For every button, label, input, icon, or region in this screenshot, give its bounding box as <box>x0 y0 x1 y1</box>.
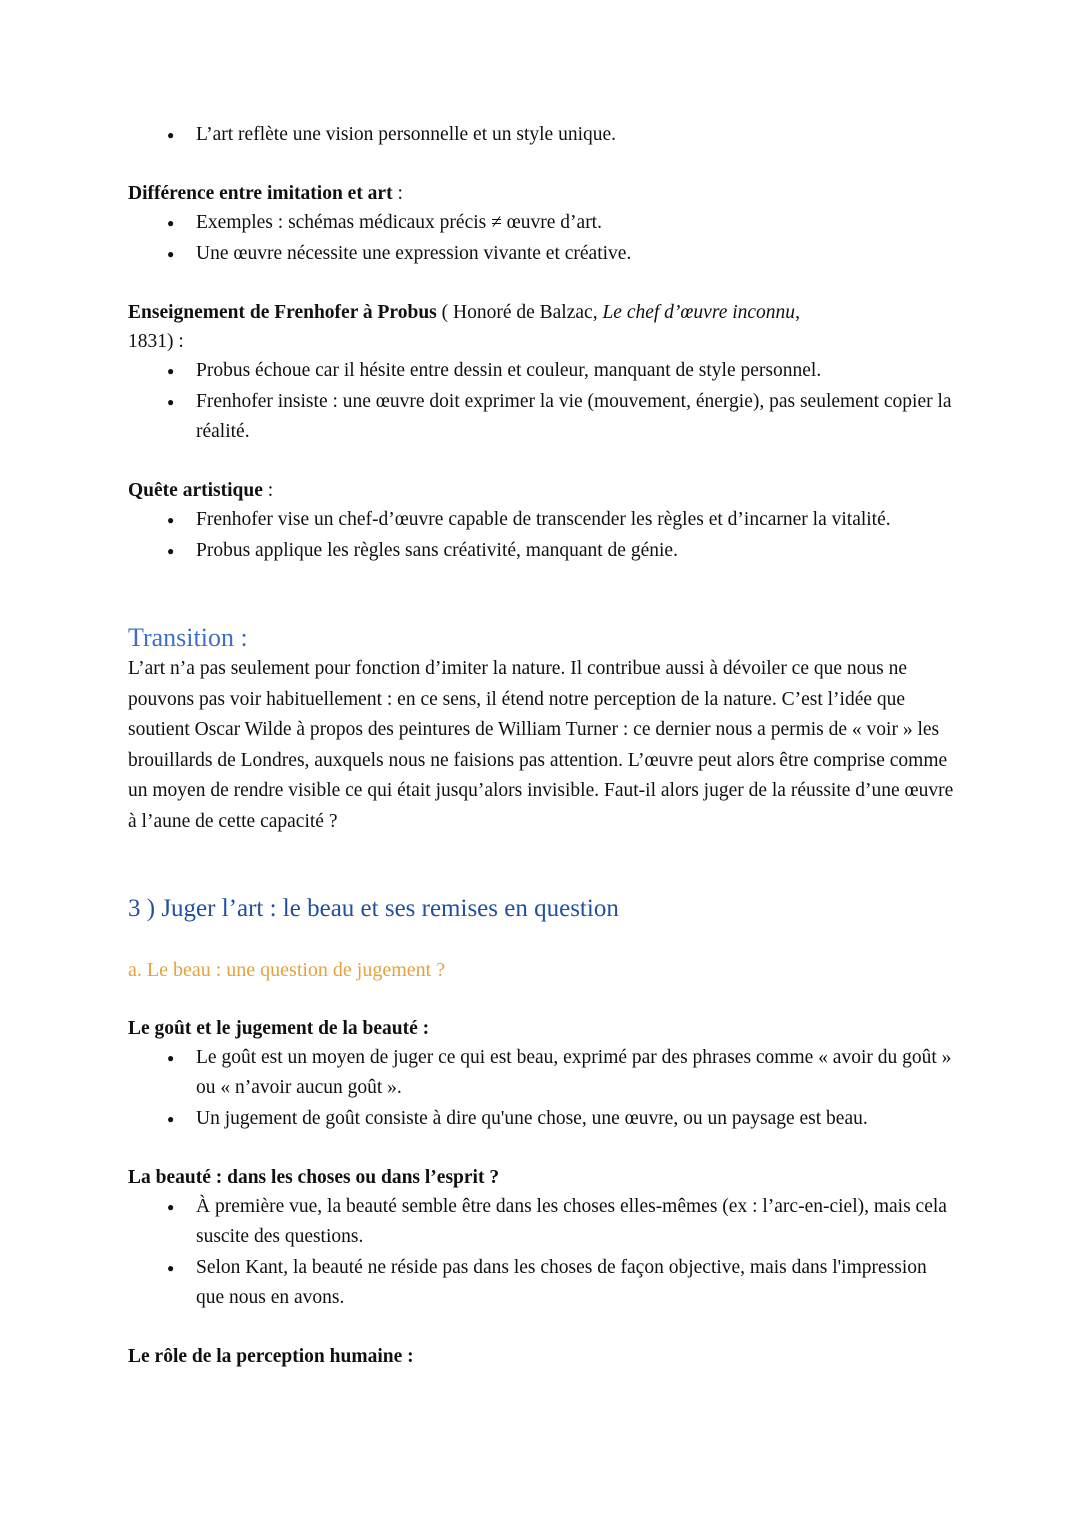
list-item: ● Exemples : schémas médicaux précis ≠ œuvre d’art. <box>128 208 956 238</box>
heading-perception: Le rôle de la perception humaine : <box>128 1346 414 1367</box>
heading-gout: Le goût et le jugement de la beauté : <box>128 1018 430 1039</box>
list-item: ● Frenhofer insiste : une œuvre doit exprimer la vie (mouvement, énergie), pas seulement copier la réalité. <box>128 387 956 447</box>
heading-enseignement-bold: Enseignement de Frenhofer à Probus <box>128 302 437 323</box>
beaute-bullet-list <box>128 1192 956 1313</box>
list-item: ● À première vue, la beauté semble être dans les choses elles-mêmes (ex : l’arc-en-ciel), mais cela suscite des questions. <box>128 1192 956 1252</box>
list-item: ● Un jugement de goût consiste à dire qu'une chose, une œuvre, ou un paysage est beau. <box>128 1104 956 1134</box>
difference-bullet-list <box>128 208 956 269</box>
heading-quete-colon: : <box>262 480 274 501</box>
transition-heading: Transition : <box>128 623 248 652</box>
list-item: ● Une œuvre nécessite une expression vivante et créative. <box>128 239 956 269</box>
heading-quete-bold: Quête artistique <box>128 480 263 501</box>
heading-difference-bold: Différence entre imitation et art <box>128 183 393 204</box>
list-item: ● L’art reflète une vision personnelle et un style unique. <box>128 120 956 150</box>
heading-quete <box>128 476 956 505</box>
transition-paragraph: L’art n’a pas seulement pour fonction d’imiter la nature. Il contribue aussi à dévoiler ce que nous ne pouvons pas voir habituellement : en ce sens, il étend notre perception de la nature. C’est l’idée que soutient Oscar Wilde à propos des peintures de William Turner : ce dernier nous a permis de « voir » les brouillards de Londres, auxquels nous ne faisions pas attention. L’œuvre peut alors être comprise comme un moyen de rendre visible ce qui était jusqu’alors invisible. Faut-il alors juger de la réussite d’une œuvre à l’aune de cette capacité ? <box>128 658 954 832</box>
heading-enseignement-year: 1831) : <box>128 331 184 352</box>
heading-enseignement-work-title: Le chef d’œuvre inconnu <box>602 302 796 323</box>
list-item: ● Probus échoue car il hésite entre dessin et couleur, manquant de style personnel. <box>128 356 956 386</box>
subsection-heading-a: a. Le beau : une question de jugement ? <box>128 959 446 981</box>
lead-bullet-list <box>128 120 956 150</box>
section-heading-3: 3 ) Juger l’art : le beau et ses remises en question <box>128 895 619 922</box>
list-item: ● Frenhofer vise un chef-d’œuvre capable de transcender les règles et d’incarner la vitalité. <box>128 505 956 535</box>
heading-enseignement-comma: , <box>795 302 800 323</box>
gout-bullet-list <box>128 1043 956 1134</box>
quete-bullet-list <box>128 505 956 566</box>
document-content <box>128 120 956 1371</box>
transition-block <box>128 622 956 837</box>
heading-enseignement-source: ( Honoré de Balzac, <box>436 302 603 323</box>
heading-enseignement <box>128 298 956 356</box>
heading-beaute: La beauté : dans les choses ou dans l’esprit ? <box>128 1167 500 1188</box>
list-item: ● Probus applique les règles sans créativité, manquant de génie. <box>128 536 956 566</box>
enseignement-bullet-list <box>128 356 956 447</box>
list-item: ● Selon Kant, la beauté ne réside pas dans les choses de façon objective, mais dans l'impression que nous en avons. <box>128 1253 956 1313</box>
heading-difference-colon: : <box>392 183 403 204</box>
list-item: ● Le goût est un moyen de juger ce qui est beau, exprimé par des phrases comme « avoir du goût » ou « n’avoir aucun goût ». <box>128 1043 956 1103</box>
heading-difference <box>128 179 956 208</box>
